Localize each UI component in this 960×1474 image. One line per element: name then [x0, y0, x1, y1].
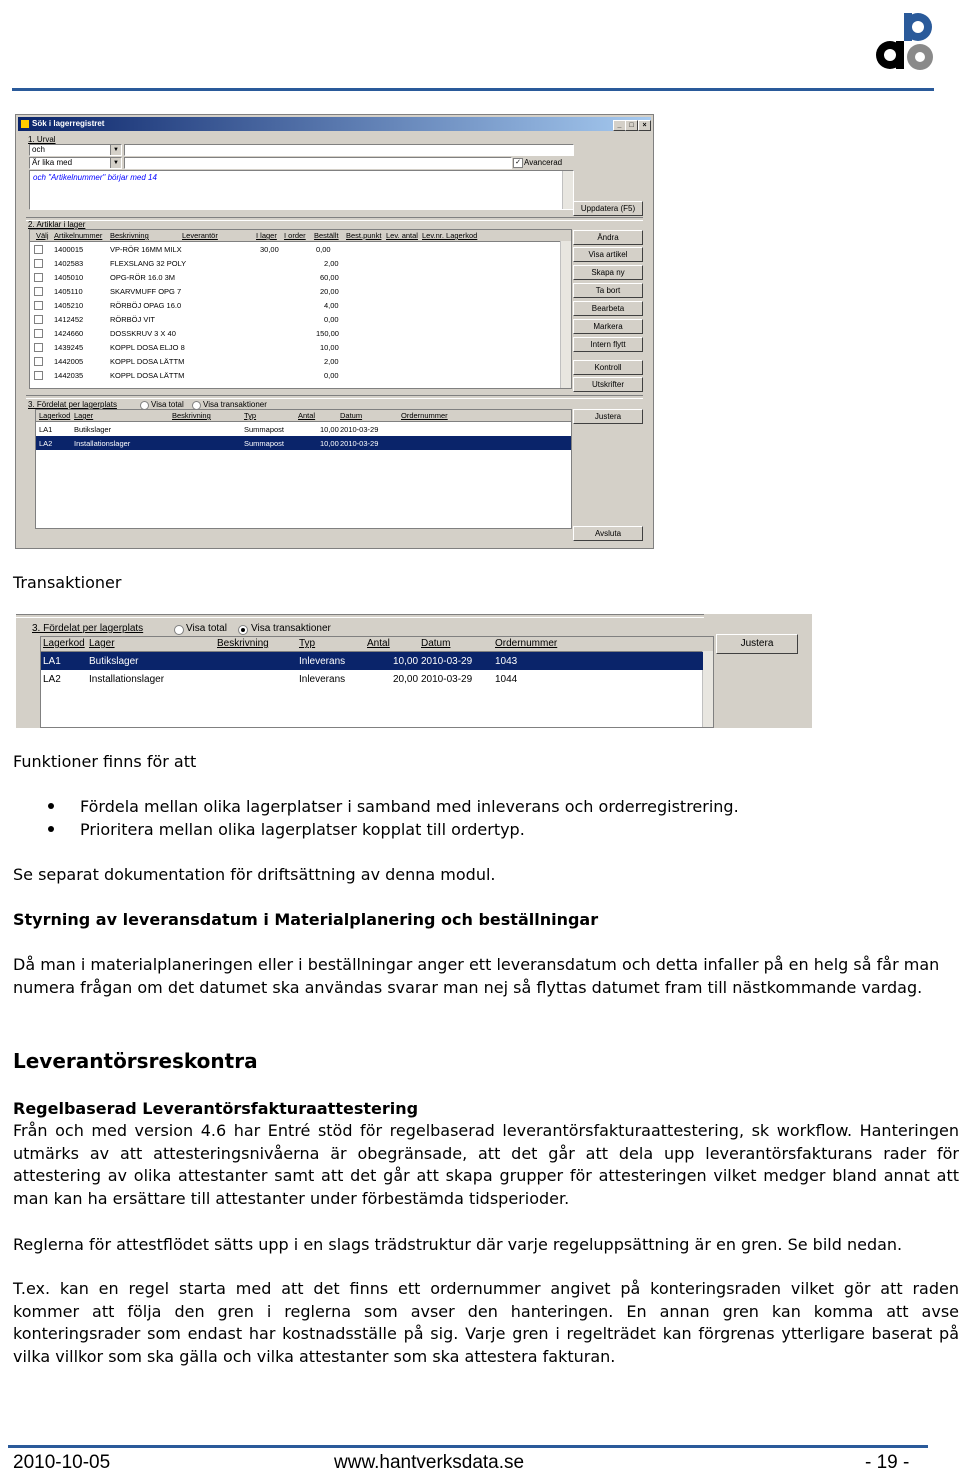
section-locations: 3. Fördelat per lagerplats — [28, 400, 117, 409]
articles-table — [29, 229, 572, 389]
visa-artikel-button[interactable]: Visa artikel — [573, 247, 643, 262]
criteria-list[interactable] — [29, 170, 574, 210]
col-typ[interactable]: Typ — [299, 638, 316, 649]
section-articles: 2. Artiklar i lager — [28, 220, 86, 229]
col-lager[interactable]: Lager — [74, 411, 94, 420]
transactions-panel — [16, 614, 812, 728]
section-urval: 1. Urval — [28, 135, 56, 144]
rules-line-3: attestering av olika attestanter samt att det går att skapa grupper för attesteringen vilket medger bland annat att — [13, 1166, 959, 1185]
maximize-icon[interactable]: □ — [625, 120, 638, 131]
table-row[interactable]: 1405110 SKARVMUFF OPG 7 20,00 — [30, 284, 571, 298]
bullet-icon — [48, 803, 54, 809]
footer-rule — [8, 1445, 928, 1448]
table-row[interactable]: 1405010 OPG-RÖR 16.0 3M 60,00 — [30, 270, 571, 284]
col-beskrivning[interactable]: Beskrivning — [110, 231, 149, 240]
col-i-lager[interactable]: I lager — [256, 231, 277, 240]
example-paragraph — [13, 1278, 959, 1368]
col-lagerkod[interactable]: Lagerkod — [43, 638, 85, 649]
transactions-header — [41, 637, 713, 652]
footer-page-number: - 19 - — [865, 1452, 910, 1473]
col-leverantor[interactable]: Leverantör — [182, 231, 218, 240]
compare-select[interactable]: Är lika med ▼ — [29, 157, 122, 169]
criteria-input[interactable] — [124, 144, 574, 156]
rules-line-2: utmärks av att attesteringsnivåerna är obegränsade, att det går att dela upp leverantörsfakturans rader för — [13, 1143, 959, 1163]
minimize-icon[interactable]: _ — [613, 120, 626, 131]
col-ordernummer[interactable]: Ordernummer — [495, 638, 558, 649]
col-valj[interactable]: Välj — [36, 231, 49, 240]
ta-bort-button[interactable]: Ta bort — [573, 283, 643, 298]
bullet-item-1: Fördela mellan olika lagerplatser i samband med inleverans och orderregistrering. — [80, 797, 739, 816]
markera-button[interactable]: Markera — [573, 319, 643, 334]
intern-flytt-button[interactable]: Intern flytt — [573, 337, 643, 352]
heading-delivery: Styrning av leveransdatum i Materialplanering och beställningar — [13, 910, 599, 929]
locations-header — [36, 410, 571, 422]
functions-intro: Funktioner finns för att — [13, 752, 197, 771]
separator — [26, 217, 643, 221]
col-artikelnummer[interactable]: Artikelnummer — [54, 231, 103, 240]
col-lev-antal[interactable]: Lev. antal — [386, 231, 418, 240]
kontroll-button[interactable]: Kontroll — [573, 360, 643, 375]
radio-visa-total-label: Visa total — [186, 623, 227, 634]
table-row[interactable]: 1439245 KOPPL DOSA ELJO 8 10,00 — [30, 340, 571, 354]
close-icon[interactable]: × — [638, 120, 651, 131]
advanced-label: Avancerad — [524, 158, 563, 167]
tree-paragraph: Reglerna för attestflödet sätts upp i en slags trädstruktur där varje regeluppsättning är en gren. Se bild nedan. — [13, 1235, 903, 1254]
example-line-3: konteringsrader som endast har kostnadsställe på sig. Varje gren i regelträdet kan förgrenas ytterligare baserat på — [13, 1324, 959, 1343]
col-datum[interactable]: Datum — [421, 638, 451, 649]
articles-header — [30, 230, 571, 242]
footer-url[interactable]: www.hantverksdata.se — [334, 1452, 525, 1473]
table-row[interactable]: 1402583 FLEXSLANG 32 POLY 2,00 — [30, 256, 571, 270]
col-beskrivning[interactable]: Beskrivning — [172, 411, 211, 420]
bullet-icon — [48, 826, 54, 832]
transactions-scrollbar[interactable] — [702, 651, 713, 727]
example-line-4: vilka villkor som ska gälla och vilka attestanter som ska attestera fakturan. — [13, 1346, 616, 1366]
transactions-table — [40, 636, 714, 728]
radio-visa-total[interactable] — [174, 625, 184, 635]
col-lagerkod[interactable]: Lagerkod — [39, 411, 71, 420]
table-row[interactable]: 1412452 RÖRBÖJ VIT 0,00 — [30, 312, 571, 326]
col-antal[interactable]: Antal — [367, 638, 390, 649]
op-select[interactable]: och ▼ — [29, 144, 122, 156]
table-row[interactable]: LA1 Butikslager Summapost 10,00 2010-03-29 — [39, 425, 379, 434]
separator — [26, 395, 643, 399]
example-line-1: T.ex. kan en regel starta med att det finns ett ordernummer angivet på konteringsraden vilket gör att raden — [13, 1279, 959, 1298]
table-row[interactable]: 1442035 KOPPL DOSA LÄTTM 0,00 — [30, 368, 571, 382]
heading-rules: Regelbaserad Leverantörsfakturaattestering — [13, 1099, 419, 1118]
company-logo — [868, 5, 938, 75]
locations-table — [35, 409, 572, 529]
caption-transactions: Transaktioner — [13, 573, 122, 592]
bearbeta-button[interactable]: Bearbeta — [573, 301, 643, 316]
table-row[interactable]: 1442005 KOPPL DOSA LÄTTM 2,00 — [30, 354, 571, 368]
table-row[interactable]: 1400015 VP-RÖR 16MM MILX 30,00 0,00 — [30, 242, 571, 256]
col-typ[interactable]: Typ — [244, 411, 257, 420]
radio-visa-transaktioner-label: Visa transaktioner — [251, 623, 331, 634]
criteria-scrollbar[interactable] — [562, 171, 573, 209]
separator — [16, 614, 704, 618]
col-best-punkt[interactable]: Best.punkt — [346, 231, 382, 240]
radio-visa-total-label: Visa total — [151, 400, 184, 409]
col-antal[interactable]: Antal — [298, 411, 316, 420]
table-row[interactable]: LA2 Installationslager Inleverans 20,00 2010-03-29 1044 — [43, 674, 518, 685]
bullet-item-2: Prioritera mellan olika lagerplatser kopplat till ordertyp. — [80, 820, 525, 839]
criteria-hint: och "Artikelnummer" börjar med 14 — [33, 173, 157, 182]
avsluta-button[interactable]: Avsluta — [573, 526, 643, 541]
heading-ledger: Leverantörsreskontra — [13, 1049, 258, 1073]
justera-button[interactable]: Justera — [573, 409, 643, 424]
dialog-titlebar — [18, 117, 651, 131]
rules-line-1: Från och med version 4.6 har Entré stöd för regelbaserad leverantörsfakturaattestering, sk workflow. Hanteringen — [13, 1121, 959, 1140]
col-beskrivning[interactable]: Beskrivning — [217, 638, 269, 649]
update-button[interactable]: Uppdatera (F5) — [573, 201, 643, 216]
skapa-ny-button[interactable]: Skapa ny — [573, 265, 643, 280]
example-line-2: kommer att följa den gren i reglerna som avser den hanteringen. En annan gren kan komma att avse — [13, 1301, 959, 1321]
table-row[interactable]: LA1 Butikslager Inleverans 10,00 2010-03-29 1043 — [41, 652, 703, 670]
header-rule — [12, 88, 934, 91]
justera-button[interactable]: Justera — [716, 634, 798, 654]
lager-search-dialog — [15, 114, 654, 549]
andra-button[interactable]: Ändra — [573, 230, 643, 245]
col-i-order[interactable]: I order — [284, 231, 306, 240]
app-icon — [21, 120, 29, 128]
separate-doc-note: Se separat dokumentation för driftsättning av denna modul. — [13, 865, 496, 884]
table-row[interactable]: 1405210 RÖRBÖJ OPAG 16.0 4,00 — [30, 298, 571, 312]
radio-visa-transaktioner-label: Visa transaktioner — [203, 400, 267, 409]
col-ordernummer[interactable]: Ordernummer — [401, 411, 448, 420]
rules-line-4: man kan ha ersättare till attestanter under förbestämda tidsperioder. — [13, 1188, 570, 1208]
advanced-checkbox[interactable]: ✓ — [513, 158, 523, 168]
section-locations: 3. Fördelat per lagerplats — [32, 623, 144, 634]
col-datum[interactable]: Datum — [340, 411, 363, 420]
col-lager[interactable]: Lager — [89, 638, 115, 649]
rules-paragraph — [13, 1120, 959, 1210]
table-row[interactable]: 1424660 DOSSKRUV 3 X 40 150,00 — [30, 326, 571, 340]
utskrifter-button[interactable]: Utskrifter — [573, 377, 643, 392]
radio-visa-transaktioner[interactable] — [238, 625, 248, 635]
col-bestallt[interactable]: Beställt — [314, 231, 339, 240]
delivery-line-1: Då man i materialplaneringen eller i beställningar anger ett leveransdatum och detta infaller på en helg så får man — [13, 955, 940, 974]
footer-date: 2010-10-05 — [13, 1452, 111, 1473]
dialog-title: Sök i lagerregistret — [32, 119, 105, 128]
col-lev-nr-lagerkod[interactable]: Lev.nr. Lagerkod — [422, 231, 478, 240]
value-input[interactable] — [124, 157, 512, 169]
table-row[interactable]: LA2 Installationslager Summapost 10,00 2010-03-29 — [36, 436, 571, 450]
delivery-line-2: numera frågan om det datumet ska användas svarar man nej så flyttas datumet fram till nästkommande vardag. — [13, 978, 923, 997]
